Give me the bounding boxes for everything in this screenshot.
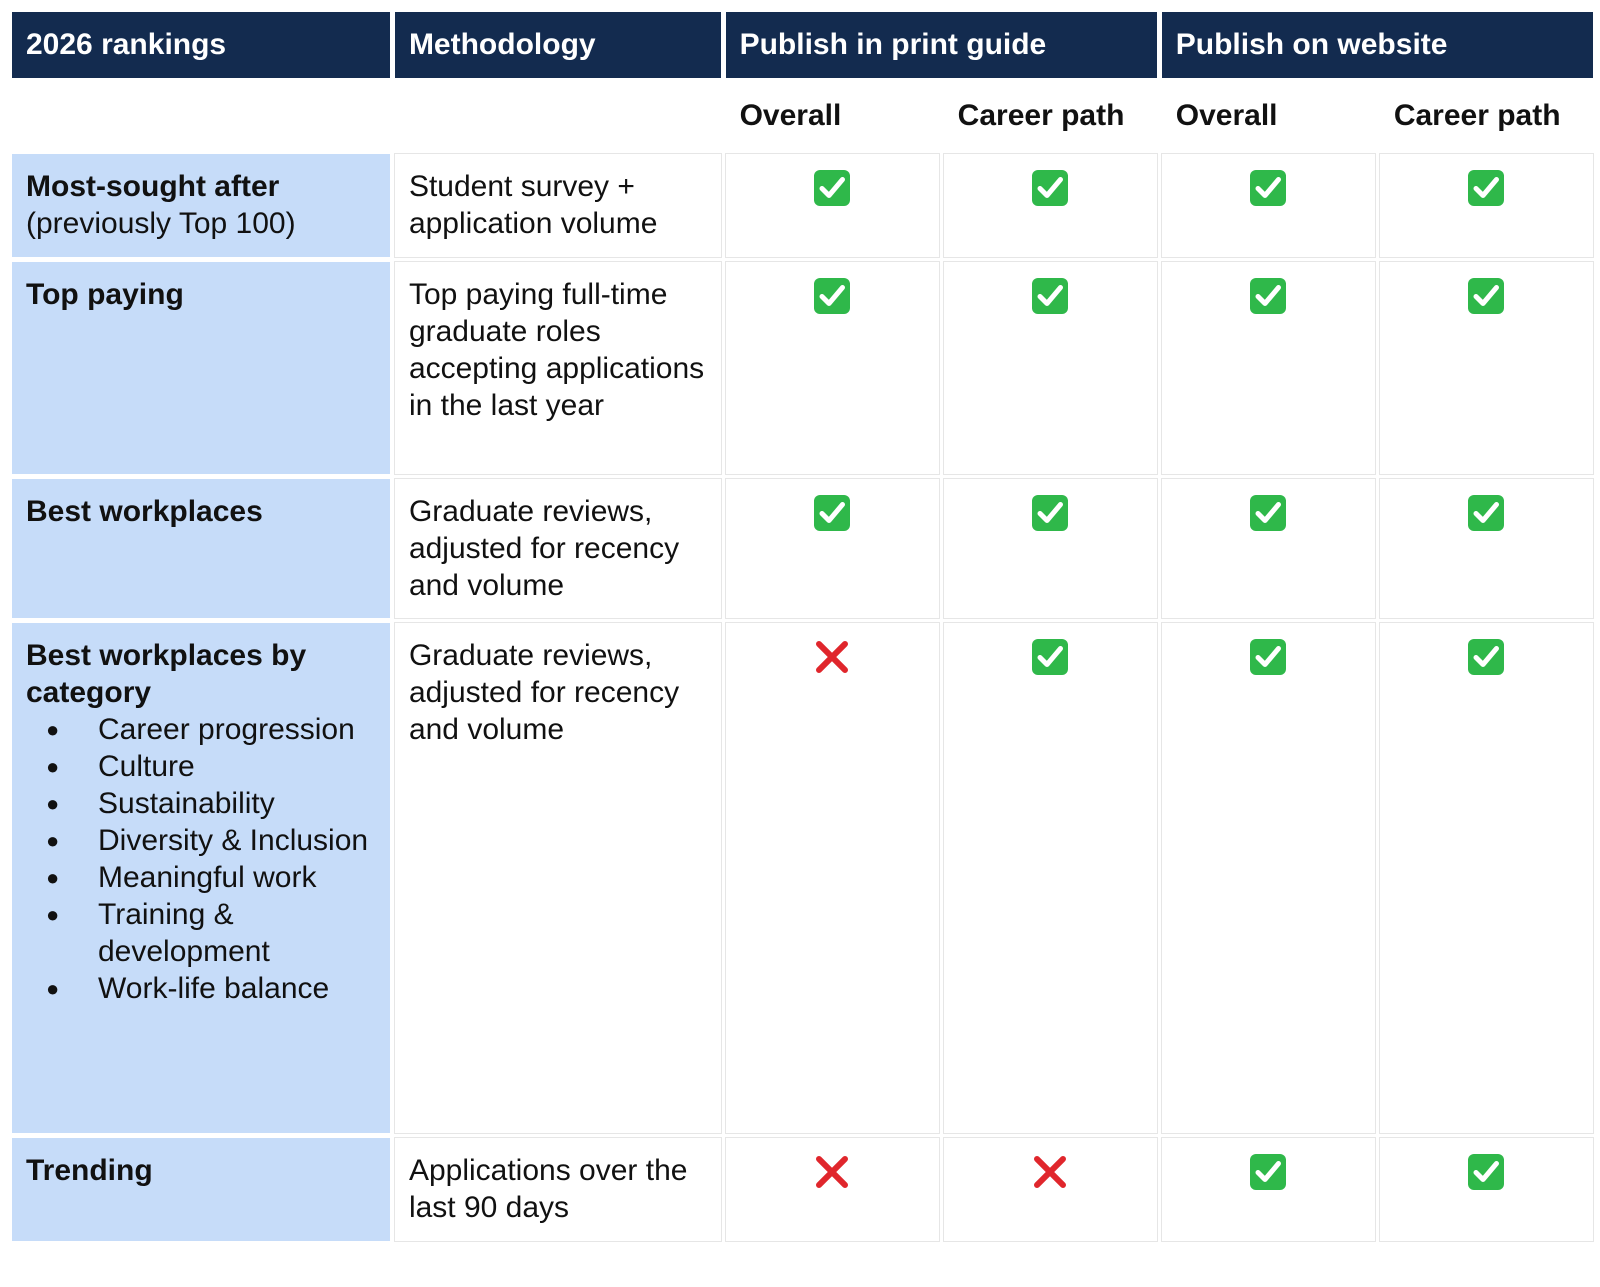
- methodology-cell: Graduate reviews, adjusted for recency and volume: [395, 623, 721, 1133]
- cross-mark-icon: [1032, 1154, 1068, 1190]
- check-mark-icon: [814, 170, 850, 206]
- table-row: [12, 1138, 1593, 1241]
- web-career-cell: [1380, 1138, 1593, 1241]
- check-mark-icon: [1468, 1154, 1504, 1190]
- category-item: ● Culture: [26, 748, 376, 785]
- web-overall-cell: [1162, 623, 1375, 1133]
- print-career-cell: [944, 623, 1157, 1133]
- subheader-empty: [12, 83, 390, 149]
- ranking-cell: [12, 623, 390, 1133]
- check-mark-icon: [1468, 495, 1504, 531]
- print-overall-cell: [726, 262, 939, 474]
- check-mark-icon: [1468, 170, 1504, 206]
- web-career-cell: [1380, 479, 1593, 618]
- ranking-cell: [12, 154, 390, 257]
- category-item: ● Meaningful work: [26, 859, 376, 896]
- web-overall-cell: [1162, 1138, 1375, 1241]
- header-methodology: Methodology: [395, 12, 721, 78]
- header-print-guide: Publish in print guide: [726, 12, 1157, 78]
- ranking-title: Best workplaces by category: [26, 639, 307, 709]
- print-career-cell: [944, 262, 1157, 474]
- check-mark-icon: [1032, 278, 1068, 314]
- check-mark-icon: [814, 278, 850, 314]
- methodology-cell: Graduate reviews, adjusted for recency and volume: [395, 479, 721, 618]
- print-overall-cell: [726, 479, 939, 618]
- ranking-title: Best workplaces: [26, 495, 263, 528]
- check-mark-icon: [1032, 495, 1068, 531]
- table-row: [12, 154, 1593, 257]
- category-item: ● Career progression: [26, 711, 376, 748]
- header-row: [12, 12, 1593, 78]
- check-mark-icon: [1468, 278, 1504, 314]
- table-row: [12, 479, 1593, 618]
- table-row: [12, 262, 1593, 474]
- ranking-cell: [12, 479, 390, 618]
- check-mark-icon: [814, 495, 850, 531]
- print-career-cell: [944, 154, 1157, 257]
- methodology-cell: Student survey + application volume: [395, 154, 721, 257]
- print-career-cell: [944, 479, 1157, 618]
- check-mark-icon: [1250, 1154, 1286, 1190]
- ranking-cell: [12, 1138, 390, 1241]
- subheader-row: [12, 83, 1593, 149]
- web-overall-cell: [1162, 479, 1375, 618]
- subheader-print-career: Career path: [944, 83, 1157, 149]
- subheader-print-overall: Overall: [726, 83, 939, 149]
- web-career-cell: [1380, 154, 1593, 257]
- subheader-web-career: Career path: [1380, 83, 1593, 149]
- ranking-title: Most-sought after: [26, 170, 280, 203]
- check-mark-icon: [1250, 639, 1286, 675]
- ranking-cell: [12, 262, 390, 474]
- print-overall-cell: [726, 623, 939, 1133]
- web-overall-cell: [1162, 262, 1375, 474]
- category-item: ● Diversity & Inclusion: [26, 822, 376, 859]
- category-item: ● Sustainability: [26, 785, 376, 822]
- subheader-empty: [395, 83, 721, 149]
- check-mark-icon: [1250, 278, 1286, 314]
- ranking-title: Trending: [26, 1154, 153, 1187]
- web-overall-cell: [1162, 154, 1375, 257]
- cross-mark-icon: [814, 639, 850, 675]
- subheader-web-overall: Overall: [1162, 83, 1375, 149]
- table-row: [12, 623, 1593, 1133]
- methodology-cell: Top paying full-time graduate roles accepting applications in the last year: [395, 262, 721, 474]
- web-career-cell: [1380, 623, 1593, 1133]
- header-website: Publish on website: [1162, 12, 1593, 78]
- check-mark-icon: [1250, 170, 1286, 206]
- print-overall-cell: [726, 154, 939, 257]
- print-career-cell: [944, 1138, 1157, 1241]
- check-mark-icon: [1032, 170, 1068, 206]
- category-item: ● Work-life balance: [26, 970, 376, 1007]
- print-overall-cell: [726, 1138, 939, 1241]
- check-mark-icon: [1032, 639, 1068, 675]
- cross-mark-icon: [814, 1154, 850, 1190]
- ranking-note: (previously Top 100): [26, 207, 296, 240]
- check-mark-icon: [1468, 639, 1504, 675]
- rankings-table: [7, 7, 1598, 1246]
- web-career-cell: [1380, 262, 1593, 474]
- category-item: ● Training & development: [26, 896, 376, 970]
- check-mark-icon: [1250, 495, 1286, 531]
- category-list: [26, 711, 376, 1007]
- ranking-title: Top paying: [26, 278, 184, 311]
- header-rankings: 2026 rankings: [12, 12, 390, 78]
- methodology-cell: Applications over the last 90 days: [395, 1138, 721, 1241]
